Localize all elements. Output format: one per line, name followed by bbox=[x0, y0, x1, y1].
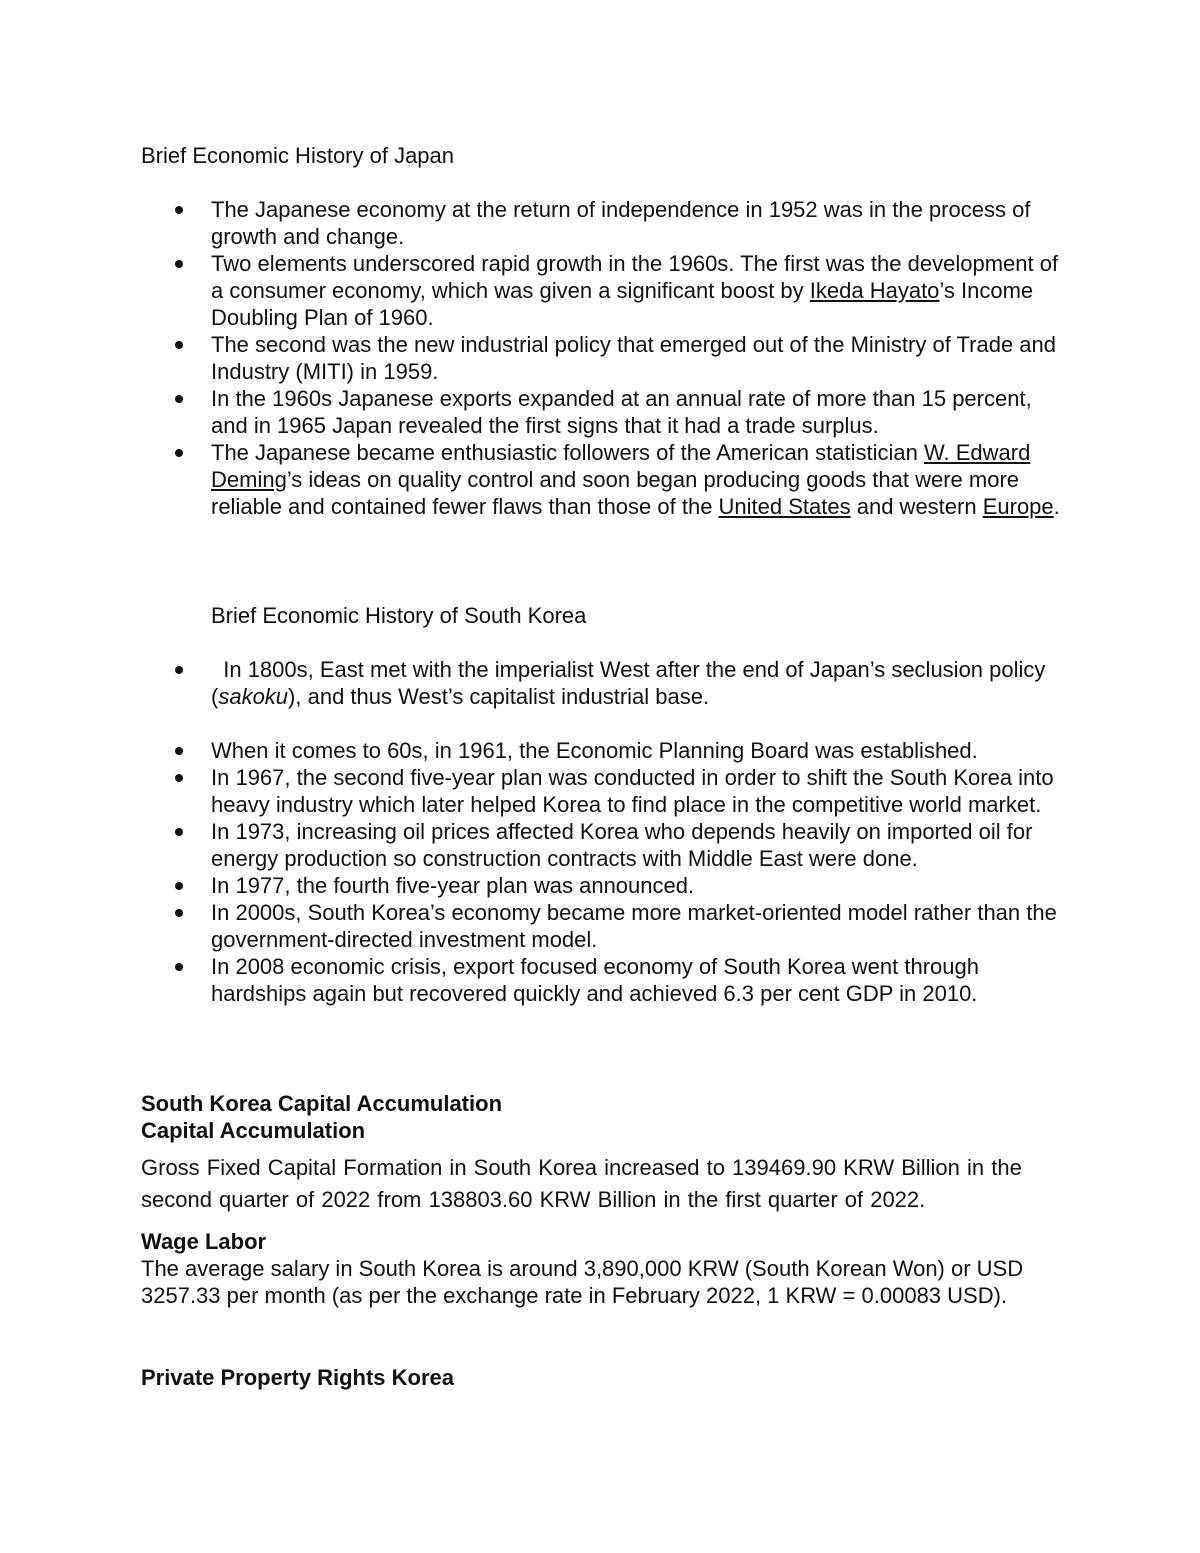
list-item bbox=[141, 331, 1061, 385]
japan-section-title: Brief Economic History of Japan bbox=[141, 143, 455, 168]
bullet-text: In 1977, the fourth five-year plan was announced. bbox=[211, 873, 695, 898]
bullet-text: The Japanese economy at the return of independence in 1952 was in the process of growth and change. bbox=[211, 197, 1031, 249]
list-item bbox=[141, 439, 1061, 520]
list-item bbox=[141, 385, 1061, 439]
bullet-text: In 1973, increasing oil prices affected Korea who depends heavily on imported oil for energy production so construction contracts with Middle East were done. bbox=[211, 819, 1033, 871]
korea-bullet-list bbox=[141, 656, 1061, 1007]
wage-labor-text: The average salary in South Korea is around 3,890,000 KRW (South Korean Won) or USD 3257.33 per month (as per the exchange rate in February 2022, 1 KRW = 0.00083 USD). bbox=[141, 1256, 1024, 1308]
list-item bbox=[141, 250, 1061, 331]
japan-bullet-list bbox=[141, 196, 1061, 520]
list-item bbox=[141, 953, 1061, 1007]
list-item bbox=[141, 196, 1061, 250]
bullet-text: and western bbox=[850, 494, 983, 519]
list-item bbox=[141, 737, 1061, 764]
capital-accumulation-heading: South Korea Capital Accumulation bbox=[141, 1091, 503, 1116]
bullet-icon bbox=[175, 774, 183, 782]
bullet-icon bbox=[175, 449, 183, 457]
bullet-icon bbox=[175, 206, 183, 214]
list-item bbox=[141, 899, 1061, 953]
bullet-text: In 2008 economic crisis, export focused economy of South Korea went through hardships again but recovered quickly and achieved 6.3 per cent GDP in 2010. bbox=[211, 954, 979, 1006]
bullet-text: . bbox=[1053, 494, 1060, 519]
list-item bbox=[141, 656, 1061, 710]
bullet-text: ), and thus West’s capitalist industrial base. bbox=[288, 684, 710, 709]
bullet-text-italic: sakoku bbox=[218, 684, 289, 709]
bullet-icon bbox=[175, 341, 183, 349]
bullet-text: In the 1960s Japanese exports expanded at an annual rate of more than 15 percent, and in 1965 Japan revealed the first signs that it had a trade surplus. bbox=[211, 386, 1032, 438]
bullet-text: The Japanese became enthusiastic followers of the American statistician bbox=[211, 440, 924, 465]
bullet-text: ’s ideas on quality control and soon began producing goods that were more reliable and contained fewer flaws than those of the bbox=[211, 467, 1019, 519]
property-rights-heading: Private Property Rights Korea bbox=[141, 1365, 454, 1390]
list-item bbox=[141, 818, 1061, 872]
list-item bbox=[141, 764, 1061, 818]
ikeda-hayato-link[interactable]: Ikeda Hayato bbox=[809, 278, 940, 303]
bullet-icon bbox=[175, 828, 183, 836]
bullet-icon bbox=[175, 260, 183, 268]
bullet-icon bbox=[175, 909, 183, 917]
united-states-link[interactable]: United States bbox=[718, 494, 851, 519]
list-item bbox=[141, 872, 1061, 899]
bullet-icon bbox=[175, 963, 183, 971]
bullet-text: The second was the new industrial policy that emerged out of the Ministry of Trade and Industry (MITI) in 1959. bbox=[211, 332, 1057, 384]
bullet-text: Two elements underscored rapid growth in the 1960s. The first was the development of a consumer economy, which was given a significant boost by bbox=[211, 251, 1059, 303]
capital-accumulation-text: Gross Fixed Capital Formation in South Korea increased to 139469.90 KRW Billion in the second quarter of 2022 from 138803.60 KRW Billion in the first quarter of 2022. bbox=[141, 1155, 1022, 1212]
bullet-text: In 2000s, South Korea’s economy became more market-oriented model rather than the government-directed investment model. bbox=[211, 900, 1057, 952]
capital-accumulation-subheading: Capital Accumulation bbox=[141, 1118, 366, 1143]
europe-link[interactable]: Europe bbox=[982, 494, 1054, 519]
bullet-text: When it comes to 60s, in 1961, the Economic Planning Board was established. bbox=[211, 738, 978, 763]
bullet-icon bbox=[175, 882, 183, 890]
wage-labor-heading: Wage Labor bbox=[141, 1229, 267, 1254]
bullet-icon bbox=[175, 666, 183, 674]
bullet-icon bbox=[175, 395, 183, 403]
bullet-text: In 1967, the second five-year plan was conducted in order to shift the South Korea into heavy industry which later helped Korea to find place in the competitive world market. bbox=[211, 765, 1054, 817]
korea-section-title: Brief Economic History of South Korea bbox=[211, 603, 587, 628]
edward-deming-link[interactable]: W. Edward Deming bbox=[211, 440, 1031, 492]
bullet-text: In 1800s, East met with the imperialist West after the end of Japan’s seclusion policy ( bbox=[211, 657, 1052, 709]
bullet-icon bbox=[175, 747, 183, 755]
bullet-text: ’s Income Doubling Plan of 1960. bbox=[211, 278, 1034, 330]
